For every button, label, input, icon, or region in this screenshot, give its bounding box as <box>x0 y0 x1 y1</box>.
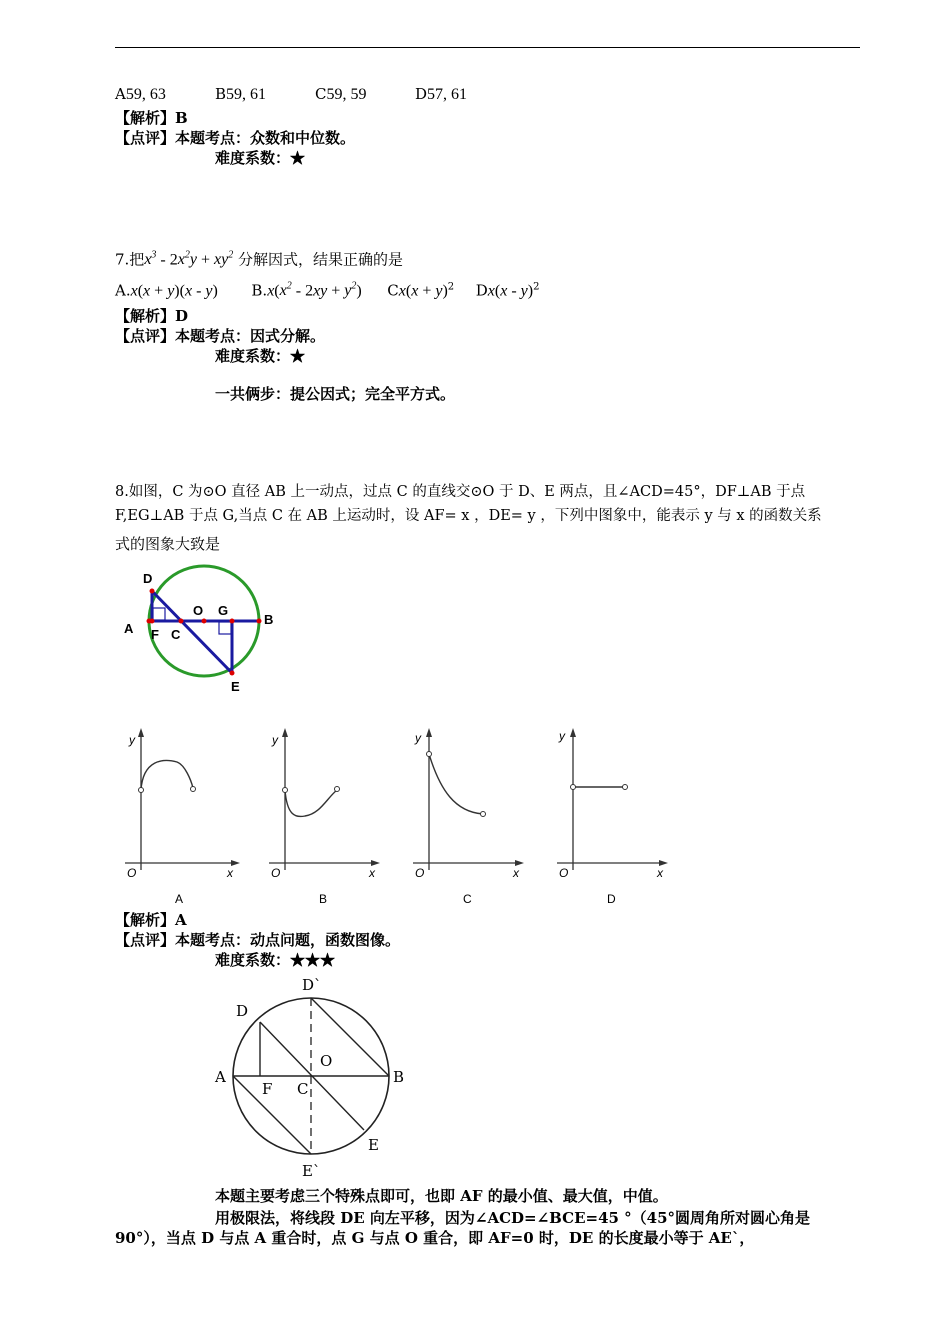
label-b: B <box>264 612 274 627</box>
label-g: G <box>218 603 229 618</box>
q8-circle-figure <box>115 562 285 697</box>
q7-answer: 【解析】D <box>115 307 189 325</box>
header-rule <box>115 47 860 48</box>
q8-explanation-3: 90°），当点 D 与点 A 重合时，点 G 与点 O 重合，即 AF=0 时，DE 的长度最小等于 AE`， <box>115 1229 755 1247</box>
fig2-label-b: B <box>393 1068 405 1086</box>
q7-options: A.x(x + y)(x - y) $B.x(x^2 - 2xy + y^2) Cx(x + y)^2$ Dx(x - y)$^2$ <box>115 281 540 300</box>
q8-stem-line3: 式的图象大致是 <box>115 535 221 553</box>
fig2-label-f: F <box>262 1080 273 1098</box>
fig2-label-e: E <box>368 1136 379 1154</box>
fig2-label-d: D <box>236 1002 249 1020</box>
svg-text:x: x <box>369 866 375 880</box>
svg-text:x: x <box>227 866 233 880</box>
svg-text:y: y <box>559 729 565 743</box>
q8-answer: 【解析】A <box>115 911 187 929</box>
q7-stem: 7.把$x^3 - 2x^2y + xy^2$ 分解因式，结果正确的是 <box>115 250 403 269</box>
svg-text:O: O <box>271 866 281 880</box>
q6-difficulty: 难度系数：★ <box>215 149 306 167</box>
graph-a <box>125 728 240 906</box>
svg-text:y: y <box>129 733 135 747</box>
fig2-label-a: A <box>215 1068 226 1086</box>
q7-difficulty: 难度系数：★ <box>215 347 306 365</box>
q7-note: 一共俩步：提公因式；完全平方式。 <box>215 385 456 403</box>
label-e: E <box>231 679 240 694</box>
q8-explanation-2: 用极限法，将线段 DE 向左平移，因为∠ACD=∠BCE=45 °（45°圆周角所对圆心角是 <box>215 1209 811 1227</box>
graph-c <box>413 728 524 906</box>
caption-b: B <box>319 892 328 906</box>
q6-comment: 【点评】本题考点：众数和中位数。 <box>115 129 356 147</box>
fig2-label-c: C <box>297 1080 309 1098</box>
q8-stem-line1: 8.如图，C 为⊙O 直径 AB 上一动点，过点 C 的直线交⊙O 于 D、E 两点，且∠ACD=45°，DF⊥AB 于点 <box>115 484 806 500</box>
fig2-label-dprime: D` <box>302 976 322 994</box>
q6-answer: 【解析】B <box>115 109 188 127</box>
caption-a: A <box>175 892 184 906</box>
q8-stem-line2: F,EG⊥AB 于点 G,当点 C 在 AB 上运动时，设 AF= x ，DE= y ，下列中图象中，能表示 y 与 x 的函数关系 <box>115 508 822 524</box>
caption-d: D <box>607 892 616 906</box>
svg-text:O: O <box>415 866 425 880</box>
label-o: O <box>193 603 204 618</box>
svg-text:x: x <box>657 866 663 880</box>
svg-text:y: y <box>415 731 421 745</box>
q6-options: A59, 63 B59, 61 C59, 59 D57, 61 <box>115 85 468 103</box>
graph-d <box>557 728 668 906</box>
label-a: A <box>124 621 134 636</box>
svg-text:y: y <box>272 733 278 747</box>
graph-b <box>269 728 380 906</box>
fig2-label-o: O <box>320 1052 333 1070</box>
q8-explanation-figure <box>205 972 415 1184</box>
label-f: F <box>151 627 159 642</box>
fig2-label-eprime: E` <box>302 1162 321 1180</box>
q8-difficulty: 难度系数：★★★ <box>215 951 336 969</box>
q7-comment: 【点评】本题考点：因式分解。 <box>115 327 326 345</box>
q8-graph-options <box>115 720 675 910</box>
label-c: C <box>171 627 181 642</box>
caption-c: C <box>463 892 472 906</box>
q8-comment: 【点评】本题考点：动点问题，函数图像。 <box>115 931 401 949</box>
q8-explanation-1: 本题主要考虑三个特殊点即可，也即 AF 的最小值、最大值，中值。 <box>215 1187 668 1205</box>
label-d: D <box>143 571 153 586</box>
svg-text:x: x <box>513 866 519 880</box>
svg-text:O: O <box>559 866 569 880</box>
svg-text:O: O <box>127 866 137 880</box>
